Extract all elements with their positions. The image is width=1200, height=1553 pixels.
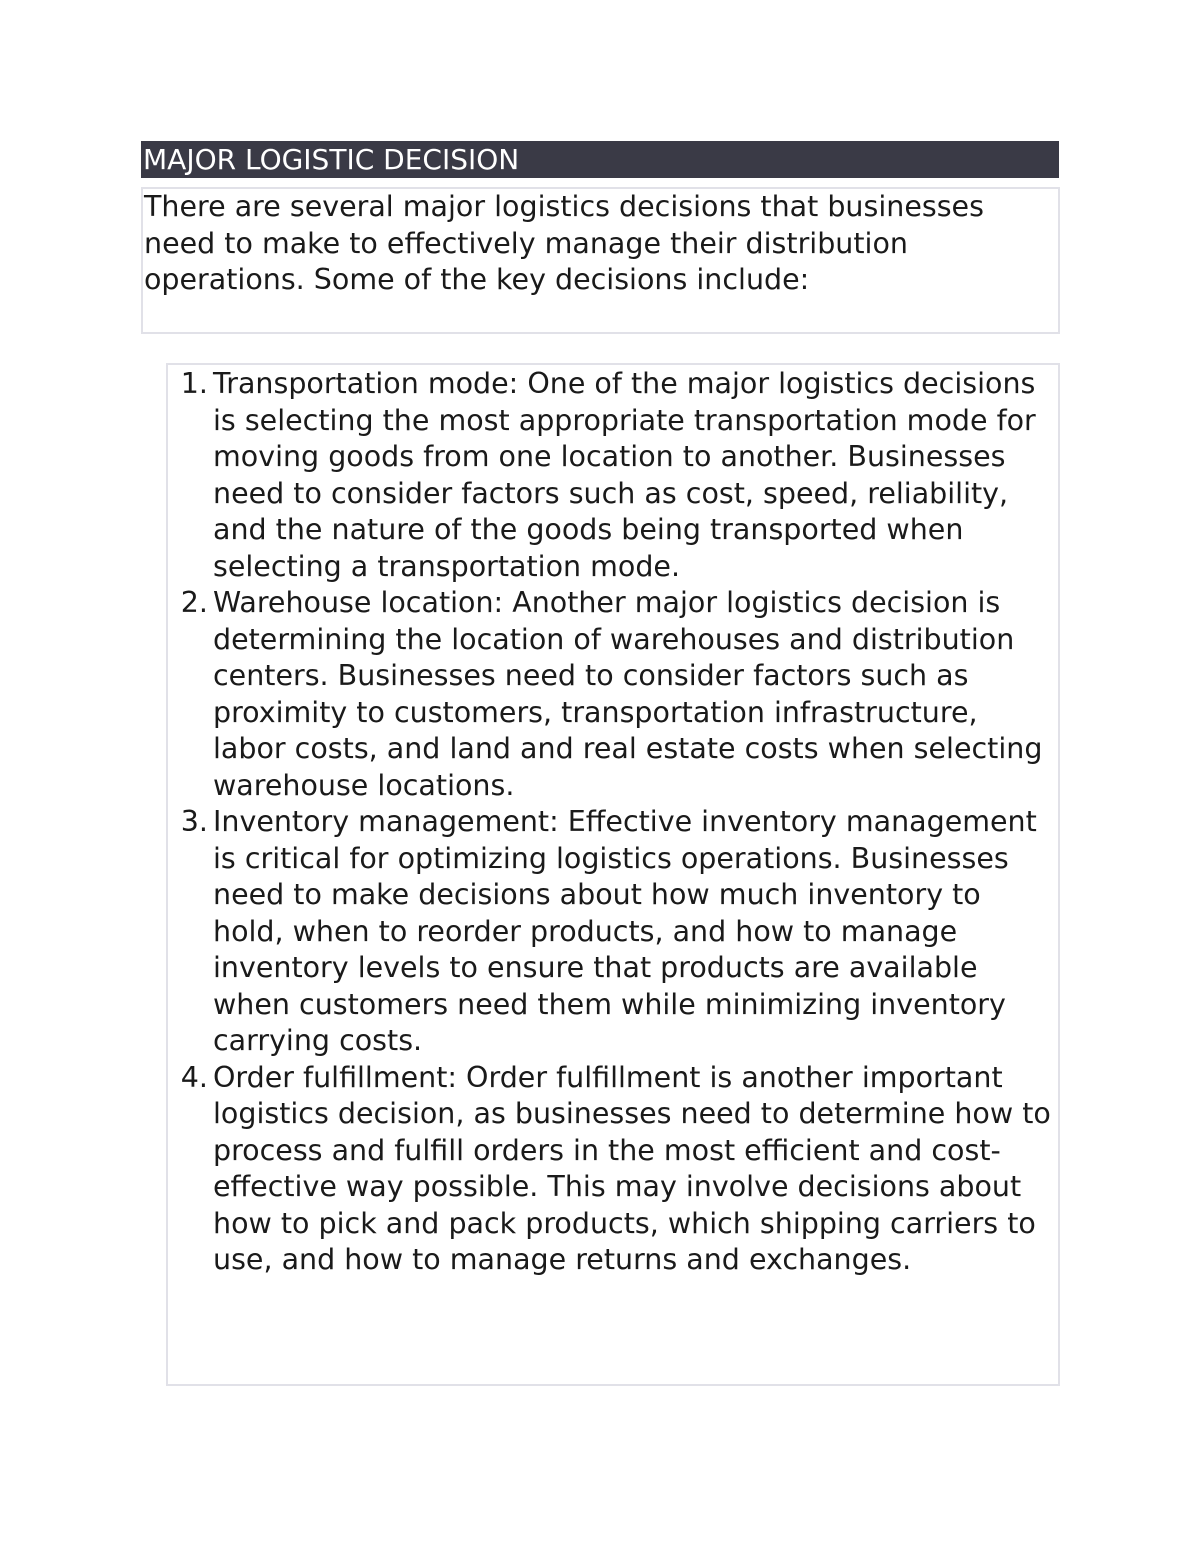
intro-box [141,187,1060,334]
list-item [168,804,1058,1060]
decisions-box [166,363,1060,1386]
list-item-number: 4. [180,1060,208,1094]
list-item-text: Warehouse location: Another major logistics decision is determining the location of warehouses and distribution centers. Businesses need to consider factors such as proximity to customers, transportation infrastructure, labor costs, and land and real estate costs when selecting warehouse locations. [213,586,1043,802]
list-item-number: 1. [180,367,208,400]
list-item-text: Order fulfillment: Order fulfillment is another important logistics decision, as businesses need to determine how to process and fulfill orders in the most efficient and cost-effective way possible. This may involve decisions about how to pick and pack products, which shipping carriers to use, and how to manage returns and exchanges. [213,1060,1051,1276]
heading-bar [141,141,1059,178]
page-title: MAJOR LOGISTIC DECISION [143,143,520,176]
decisions-list [168,366,1058,1279]
intro-paragraph: There are several major logistics decisions that businesses need to make to effectively manage their distribution operations. Some of the key decisions include: [144,190,984,296]
list-item [168,366,1058,585]
list-item-number: 2. [180,586,208,619]
list-item-text: Transportation mode: One of the major logistics decisions is selecting the most appropriate transportation mode for moving goods from one location to another. Businesses need to consider factors such as cost, speed, reliability, and the nature of the goods being transported when selecting a transportation mode. [213,367,1036,583]
list-item-text: Inventory management: Effective inventory management is critical for optimizing logistics operations. Businesses need to make decisions about how much inventory to hold, when to reorder products, and how to manage inventory levels to ensure that products are available when customers need them while minimizing inventory carrying costs. [213,805,1037,1057]
list-item-number: 3. [180,805,208,838]
list-item [168,1060,1058,1279]
list-item [168,585,1058,804]
